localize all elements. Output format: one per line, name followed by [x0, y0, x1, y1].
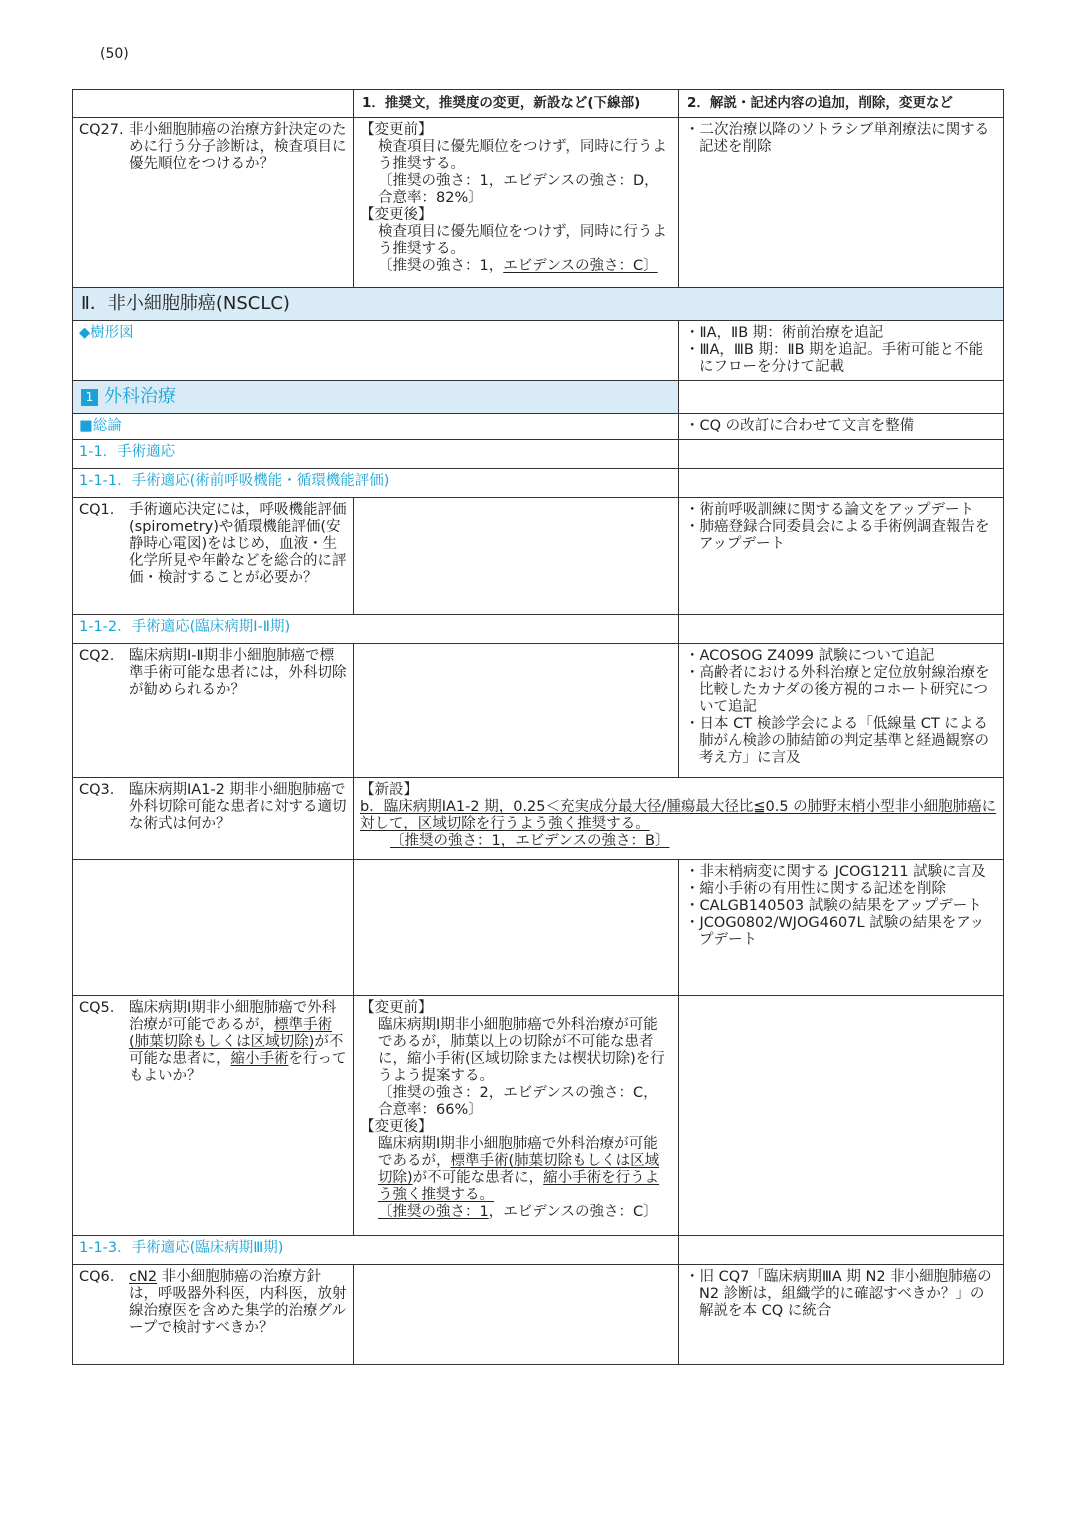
- list-item: ・術前呼吸訓練に関する論文をアップデート: [685, 502, 974, 518]
- cq-question: 手術適応決定には，呼吸機能評価(spirometry)や循環機能評価(安静時心電図)をはじめ，血液・生化学所見や年齢などを総合的に評価・検討することが必要か？: [129, 502, 347, 586]
- chapter-number: 1: [81, 389, 98, 406]
- cq-question: 非小細胞肺癌の治療方針決定のために行う分子診断は，検査項目に優先順位をつけるか？: [129, 122, 347, 172]
- cq-number: CQ6.: [79, 1269, 115, 1285]
- list-item: ・CALGB140503 試験の結果をアップデート: [685, 898, 982, 914]
- new-label: 【新設】: [360, 782, 418, 798]
- header-col3: 2．解説・記述内容の追加，削除，変更など: [679, 90, 1004, 118]
- list-item: ・ACOSOG Z4099 試験について追記: [685, 648, 935, 664]
- subsection-title: 1-1-2．手術適応(臨床病期Ⅰ-Ⅱ期): [73, 615, 679, 644]
- list-item: ・高齢者における外科治療と定位放射線治療を比較したカナダの後方視的コホート研究について追記: [685, 665, 990, 715]
- subsection-row: [73, 469, 1004, 498]
- list-item: ・二次治療以降のソトラシブ単剤療法に関する記述を削除: [685, 122, 990, 155]
- table-row-cq1: [73, 498, 1004, 615]
- list-item: ・非末梢病変に関する JCOG1211 試験に言及: [685, 864, 986, 880]
- cq-question: 臨床病期Ⅰ-Ⅱ期非小細胞肺癌で標準手術可能な患者には，外科切除が勧められるか？: [129, 648, 347, 698]
- cq-number: CQ27.: [79, 122, 124, 138]
- change-after-label: 【変更後】: [360, 1119, 433, 1135]
- table-row-cq2: [73, 644, 1004, 778]
- header-col2: 1．推奨文，推奨度の変更，新設など(下線部): [354, 90, 679, 118]
- notes-list: [685, 864, 997, 949]
- subsection-row: [73, 1236, 1004, 1265]
- cq-number: CQ3.: [79, 782, 115, 798]
- cq-number: CQ1.: [79, 502, 115, 518]
- change-before-label: 【変更前】: [360, 122, 433, 138]
- change-after-text: 検査項目に優先順位をつけず，同時に行うよう推奨する。: [378, 224, 667, 257]
- change-after-label: 【変更後】: [360, 207, 433, 223]
- notes-list: [685, 648, 997, 767]
- table-header-row: [73, 90, 1004, 118]
- change-before-rec: 〔推奨の強さ：1，エビデンスの強さ：D，合意率：82%〕: [378, 173, 659, 206]
- new-recommendation: b．臨床病期ⅠA1-2 期，0.25＜充実成分最大径/腫瘍最大径比≦0.5 の肺野末梢小型非小細胞肺癌に対して，区域切除を行うよう強く推奨する。: [360, 799, 997, 832]
- cq-question: 臨床病期ⅠA1-2 期非小細胞肺癌で外科切除可能な患者に対する適切な術式は何か？: [129, 782, 347, 832]
- notes-list: [685, 122, 997, 156]
- notes-list: [685, 502, 997, 553]
- change-after-text: 臨床病期Ⅰ期非小細胞肺癌で外科治療が可能であるが，標準手術(肺葉切除もしくは区域切除)が不可能な患者に，縮小手術を行うよう強く推奨する。: [378, 1136, 660, 1203]
- table-row-cq5: [73, 996, 1004, 1236]
- notes-list: [685, 325, 997, 376]
- section-row: [73, 288, 1004, 321]
- list-item: ・JCOG0802/WJOG4607L 試験の結果をアップデート: [685, 915, 985, 948]
- cq-number: CQ5.: [79, 1000, 115, 1016]
- subsection-title: 1-1-3．手術適応(臨床病期Ⅲ期): [73, 1236, 679, 1265]
- subsection-row: [73, 615, 1004, 644]
- tree-label: ◆樹形図: [73, 321, 679, 381]
- change-before-label: 【変更前】: [360, 1000, 433, 1016]
- table-row-overview: [73, 414, 1004, 440]
- list-item: ・縮小手術の有用性に関する記述を削除: [685, 881, 946, 897]
- cq-question: cN2 非小細胞肺癌の治療方針は，呼吸器外科医，内科医，放射線治療医を含めた集学的治療グループで検討すべきか？: [129, 1269, 347, 1336]
- table-row-cq6: [73, 1265, 1004, 1365]
- cq-number: CQ2.: [79, 648, 115, 664]
- change-before-text: 臨床病期Ⅰ期非小細胞肺癌で外科治療が可能であるが，肺葉以上の切除が不可能な患者に，縮小手術(区域切除または楔状切除)を行うよう提案する。: [378, 1017, 665, 1084]
- page-number: (50): [100, 46, 129, 62]
- list-item: ・旧 CQ7「臨床病期ⅢA 期 N2 非小細胞肺癌の N2 診断は，組織学的に確認すべきか？」の解説を本 CQ に統合: [685, 1269, 992, 1319]
- subsection-title: 1-1-1．手術適応(術前呼吸機能・循環機能評価): [73, 469, 679, 498]
- subsection-title: 1-1．手術適応: [73, 440, 679, 469]
- table-row-cq27: [73, 118, 1004, 288]
- overview-label: ■総論: [73, 414, 679, 440]
- list-item: ・ⅢA，ⅢB 期：ⅡB 期を追記。手術可能と不能にフローを分けて記載: [685, 342, 984, 375]
- change-after-rec: 〔推奨の強さ：1，エビデンスの強さ：C〕: [378, 1204, 658, 1220]
- revision-table: [72, 89, 1004, 1365]
- change-before-rec: 〔推奨の強さ：2，エビデンスの強さ：C，合意率：66%〕: [378, 1085, 658, 1118]
- change-after-rec: 〔推奨の強さ：1，エビデンスの強さ：C〕: [378, 258, 658, 274]
- table-row-tree: [73, 321, 1004, 381]
- change-before-text: 検査項目に優先順位をつけず，同時に行うよう推奨する。: [378, 139, 667, 172]
- chapter-row: [73, 381, 1004, 414]
- subsection-row: [73, 440, 1004, 469]
- new-rec-strength: 〔推奨の強さ：1，エビデンスの強さ：B〕: [390, 833, 670, 849]
- section-title: Ⅱ．非小細胞肺癌(NSCLC): [73, 288, 1004, 321]
- list-item: ・肺癌登録合同委員会による手術例調査報告をアップデート: [685, 519, 990, 552]
- list-item: ・ⅡA，ⅡB 期：術前治療を追記: [685, 325, 884, 341]
- list-item: ・日本 CT 検診学会による「低線量 CT による肺がん検診の肺結節の判定基準と経過観察の考え方」に言及: [685, 716, 989, 766]
- chapter-title: 1 外科治療: [73, 381, 679, 414]
- header-col1: [73, 90, 354, 118]
- notes-list: [685, 1269, 997, 1320]
- notes-list: [685, 418, 997, 435]
- cq-question: 臨床病期Ⅰ期非小細胞肺癌で外科治療が可能であるが，標準手術(肺葉切除もしくは区域切除)が不可能な患者に，縮小手術を行ってもよいか？: [129, 1000, 347, 1084]
- table-row-cq3-notes: [73, 860, 1004, 996]
- table-row-cq3: [73, 778, 1004, 860]
- list-item: ・CQ の改訂に合わせて文言を整備: [685, 418, 915, 434]
